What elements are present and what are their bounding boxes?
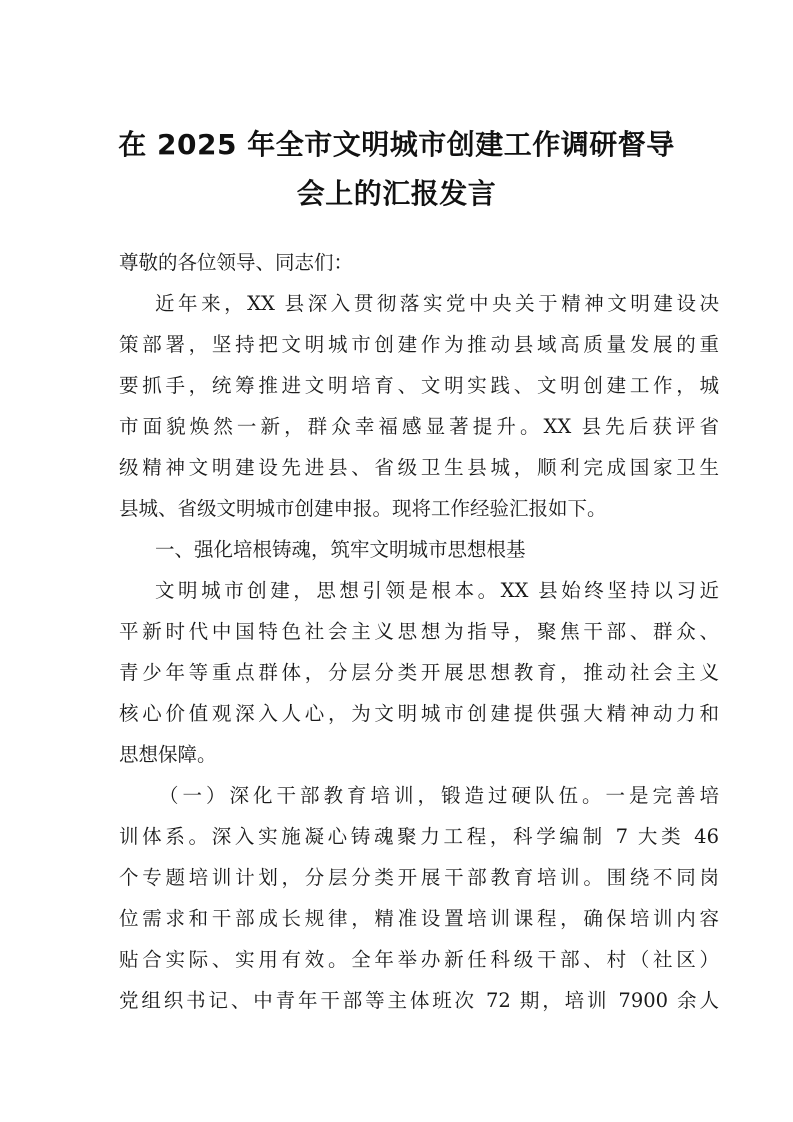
paragraph-section-1-line: 思想保障。 [119,743,217,766]
paragraph-intro-line: 级精神文明建设先进县、省级卫生县城，顺利完成国家卫生 [119,456,719,479]
paragraph-subsection-1-line: 位需求和干部成长规律，精准设置培训课程，确保培训内容 [119,907,719,930]
document-body [119,242,719,1021]
paragraph-subsection-1-line: 党组织书记、中青年干部等主体班次 72 期，培训 7900 余人 [119,989,719,1012]
paragraph-subsection-1-line: （一）深化干部教育培训，锻造过硬队伍。一是完善培 [159,784,719,807]
paragraph-subsection-1-line: 贴合实际、实用有效。全年举办新任科级干部、村（社区） [119,948,719,971]
paragraph-intro-line: 要抓手，统筹推进文明培育、文明实践、文明创建工作，城 [119,374,719,397]
paragraph-intro-line: 市面貌焕然一新，群众幸福感显著提升。XX 县先后获评省 [119,415,719,438]
salutation: 尊敬的各位领导、同志们： [119,251,354,274]
section-heading: 一、强化培根铸魂，筑牢文明城市思想根基 [155,538,526,561]
paragraph-section-1-line: 文明城市创建，思想引领是根本。XX 县始终坚持以习近 [155,579,719,602]
paragraph-subsection-1-line: 训体系。深入实施凝心铸魂聚力工程，科学编制 7 大类 46 [119,825,719,848]
paragraph-section-1-line: 核心价值观深入人心，为文明城市创建提供强大精神动力和 [119,702,719,725]
paragraph-subsection-1-line: 个专题培训计划，分层分类开展干部教育培训。围绕不同岗 [119,866,719,889]
paragraph-intro-line: 策部署，坚持把文明城市创建作为推动县域高质量发展的重 [119,333,719,356]
document-title-line-2: 会上的汇报发言 [296,177,497,210]
paragraph-intro-line: 近年来，XX 县深入贯彻落实党中央关于精神文明建设决 [155,292,719,315]
paragraph-intro-line: 县城、省级文明城市创建申报。现将工作经验汇报如下。 [119,497,607,520]
document-title-line-1: 在 2025 年全市文明城市创建工作调研督导 [118,128,675,161]
paragraph-section-1-line: 平新时代中国特色社会主义思想为指导，聚焦干部、群众、 [119,620,719,643]
paragraph-section-1-line: 青少年等重点群体，分层分类开展思想教育，推动社会主义 [119,661,719,684]
